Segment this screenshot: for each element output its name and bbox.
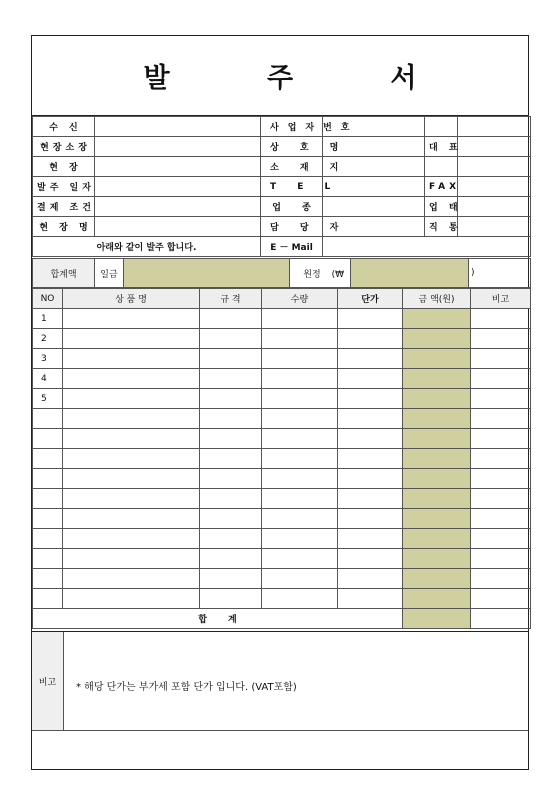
item-row [33, 509, 531, 529]
total-close-paren: ) [469, 259, 531, 288]
supplier-value-field[interactable] [323, 197, 425, 217]
info-row [33, 177, 531, 197]
item-cell[interactable] [262, 329, 338, 349]
purchase-order-form [31, 35, 529, 770]
item-cell[interactable] [63, 349, 200, 369]
item-cell[interactable] [471, 529, 531, 549]
item-cell[interactable] [200, 589, 262, 609]
item-cell[interactable] [403, 429, 471, 449]
item-cell[interactable] [338, 589, 403, 609]
item-cell[interactable] [262, 529, 338, 549]
item-cell[interactable] [338, 409, 403, 429]
item-row [33, 469, 531, 489]
item-number: 2 [33, 329, 63, 349]
item-row [33, 409, 531, 429]
item-cell[interactable] [471, 349, 531, 369]
item-row [33, 529, 531, 549]
supplier-sub-label [425, 197, 462, 217]
item-cell[interactable] [403, 469, 471, 489]
item-cell[interactable] [338, 509, 403, 529]
item-cell[interactable] [338, 469, 403, 489]
item-number [33, 429, 63, 449]
item-cell[interactable] [200, 469, 262, 489]
item-cell[interactable] [63, 329, 200, 349]
item-cell[interactable] [262, 569, 338, 589]
item-row [33, 549, 531, 569]
item-cell[interactable] [403, 309, 471, 329]
item-number [33, 409, 63, 429]
info-label [33, 217, 95, 237]
item-cell[interactable] [63, 409, 200, 429]
supplier-sub-label-text [439, 162, 443, 172]
supplier-sub-label [425, 177, 461, 197]
item-cell[interactable] [200, 449, 262, 469]
supplier-sub-label [425, 137, 462, 157]
notice-row [33, 237, 531, 257]
item-number [33, 589, 63, 609]
total-words-label: 일금 [95, 259, 124, 288]
item-cell[interactable] [262, 369, 338, 389]
info-value-field[interactable] [95, 117, 261, 137]
info-value-field[interactable] [95, 217, 261, 237]
supplier-sub-value-field[interactable] [458, 157, 531, 177]
item-cell[interactable] [403, 529, 471, 549]
column-header: 수량 [262, 289, 338, 309]
item-cell[interactable] [338, 449, 403, 469]
sum-row [33, 609, 531, 629]
item-cell[interactable] [471, 509, 531, 529]
supplier-label-text: 업 종 [272, 203, 320, 213]
item-cell[interactable] [63, 489, 200, 509]
email-field[interactable] [323, 237, 531, 257]
info-label-text: 결제 조건 [37, 203, 95, 213]
item-number [33, 469, 63, 489]
item-cell[interactable] [262, 449, 338, 469]
item-cell[interactable] [471, 489, 531, 509]
item-cell[interactable] [63, 389, 200, 409]
item-row [33, 429, 531, 449]
item-cell[interactable] [338, 349, 403, 369]
info-label-text: 수 신 [49, 123, 82, 133]
supplier-sub-label-text: 대 표 [429, 143, 462, 153]
info-label [33, 197, 95, 217]
item-number: 3 [33, 349, 63, 369]
item-row [33, 569, 531, 589]
item-cell[interactable] [63, 589, 200, 609]
item-number: 4 [33, 369, 63, 389]
supplier-label [261, 157, 348, 177]
item-cell[interactable] [262, 309, 338, 329]
item-number: 1 [33, 309, 63, 329]
supplier-sub-label [425, 217, 462, 237]
supplier-label-text: 사업자번호 [270, 123, 359, 133]
won-paren: (₩ [331, 269, 344, 280]
supplier-label-text: 소 재 지 [270, 163, 348, 173]
item-cell[interactable] [262, 349, 338, 369]
column-header: 단가 [338, 289, 403, 309]
supplier-sub-value-field[interactable] [458, 177, 531, 197]
column-header: 상 품 명 [63, 289, 200, 309]
supplier-sub-label-text [439, 122, 443, 132]
supplier-label [261, 217, 348, 237]
item-cell[interactable] [63, 309, 200, 329]
item-cell[interactable] [262, 549, 338, 569]
memo-text[interactable]: * 해당 단가는 부가세 포함 단가 입니다. (VAT포함) [76, 682, 297, 693]
item-number [33, 569, 63, 589]
item-cell[interactable] [403, 509, 471, 529]
item-cell[interactable] [63, 509, 200, 529]
item-cell[interactable] [403, 549, 471, 569]
item-cell[interactable] [403, 349, 471, 369]
info-row [33, 217, 531, 237]
item-row [33, 489, 531, 509]
info-row [33, 137, 531, 157]
item-cell[interactable] [200, 529, 262, 549]
item-cell[interactable] [63, 469, 200, 489]
item-number [33, 449, 63, 469]
item-cell[interactable] [200, 309, 262, 329]
item-cell[interactable] [338, 329, 403, 349]
item-row [33, 449, 531, 469]
order-notice: 아래와 같이 발주 합니다. [33, 237, 261, 257]
item-row [33, 309, 531, 329]
item-row [33, 589, 531, 609]
supplier-label [261, 117, 359, 137]
item-cell[interactable] [63, 369, 200, 389]
item-cell[interactable] [403, 489, 471, 509]
item-cell[interactable] [403, 329, 471, 349]
item-cell[interactable] [262, 429, 338, 449]
item-number [33, 549, 63, 569]
item-cell[interactable] [200, 349, 262, 369]
info-row [33, 117, 531, 137]
item-cell[interactable] [200, 429, 262, 449]
item-cell[interactable] [63, 549, 200, 569]
supplier-sub-label-text: FAX [429, 181, 461, 192]
item-cell[interactable] [200, 549, 262, 569]
item-cell[interactable] [471, 389, 531, 409]
item-cell[interactable] [338, 529, 403, 549]
item-cell[interactable] [262, 469, 338, 489]
info-label [33, 157, 95, 177]
item-cell[interactable] [471, 469, 531, 489]
supplier-sub-label [425, 117, 458, 137]
info-label-text: 현 장 명 [39, 223, 92, 233]
info-row [33, 197, 531, 217]
info-label-text: 현 장 [49, 163, 82, 173]
item-cell[interactable] [338, 569, 403, 589]
supplier-label-text: 담 당 자 [270, 223, 348, 233]
info-label [33, 137, 95, 157]
item-cell[interactable] [262, 589, 338, 609]
total-amount-field[interactable] [351, 259, 469, 288]
item-cell[interactable] [403, 449, 471, 469]
item-cell[interactable] [200, 369, 262, 389]
supplier-sub-label-text: 직 통 [429, 223, 462, 233]
item-cell[interactable] [200, 569, 262, 589]
item-number [33, 509, 63, 529]
item-cell[interactable] [471, 429, 531, 449]
item-cell[interactable] [471, 449, 531, 469]
info-label [33, 117, 95, 137]
item-cell[interactable] [200, 389, 262, 409]
item-number [33, 489, 63, 509]
memo-label: 비고 [32, 632, 64, 730]
item-number [33, 529, 63, 549]
column-header: 비고 [471, 289, 531, 309]
item-cell[interactable] [403, 569, 471, 589]
supplier-label [261, 177, 340, 197]
item-cell[interactable] [338, 309, 403, 329]
item-cell[interactable] [471, 549, 531, 569]
item-cell[interactable] [403, 589, 471, 609]
sum-label: 합 계 [198, 615, 246, 625]
item-cell[interactable] [403, 389, 471, 409]
supplier-sub-label-text: 업 태 [429, 203, 462, 213]
supplier-sub-label [425, 157, 458, 177]
info-label-text: 현장소장 [40, 143, 91, 153]
supplier-sub-value-field[interactable] [458, 217, 531, 237]
item-cell[interactable] [63, 529, 200, 549]
item-cell[interactable] [200, 509, 262, 529]
sum-note-cell[interactable] [471, 609, 531, 629]
column-header: NO [33, 289, 63, 309]
info-row [33, 157, 531, 177]
item-cell[interactable] [403, 409, 471, 429]
item-cell[interactable] [262, 409, 338, 429]
supplier-sub-value-field[interactable] [458, 197, 531, 217]
supplier-label-text: T E L [270, 181, 340, 192]
info-label-text: 발주 일자 [37, 183, 95, 193]
supplier-label [261, 197, 323, 217]
supplier-sub-value-field[interactable] [458, 117, 531, 137]
item-cell[interactable] [338, 549, 403, 569]
supplier-sub-value-field[interactable] [458, 137, 531, 157]
item-cell[interactable] [338, 489, 403, 509]
item-cell[interactable] [403, 369, 471, 389]
column-header: 규 격 [200, 289, 262, 309]
info-value-field[interactable] [95, 137, 261, 157]
supplier-label [261, 137, 348, 157]
document-title: 발 주 서 [143, 63, 461, 94]
email-label: E － Mail [261, 237, 323, 257]
won-label: 원정 [303, 269, 321, 280]
total-amount-table [32, 258, 531, 288]
item-cell[interactable] [471, 589, 531, 609]
item-cell[interactable] [200, 489, 262, 509]
item-cell[interactable] [471, 329, 531, 349]
item-cell[interactable] [262, 509, 338, 529]
item-cell[interactable] [338, 429, 403, 449]
document-title-bar [32, 36, 528, 116]
item-cell[interactable] [63, 449, 200, 469]
item-cell[interactable] [471, 369, 531, 389]
memo-section [32, 631, 528, 731]
item-row [33, 389, 531, 409]
item-cell[interactable] [338, 389, 403, 409]
item-cell[interactable] [471, 409, 531, 429]
info-value-field[interactable] [95, 177, 261, 197]
item-cell[interactable] [63, 429, 200, 449]
item-cell[interactable] [262, 489, 338, 509]
item-cell[interactable] [63, 569, 200, 589]
items-table [32, 288, 531, 629]
total-label: 합계액 [33, 259, 95, 288]
column-header: 금 액(원) [403, 289, 471, 309]
item-row [33, 349, 531, 369]
info-value-field[interactable] [95, 157, 261, 177]
item-cell[interactable] [471, 569, 531, 589]
item-cell[interactable] [200, 409, 262, 429]
item-row [33, 329, 531, 349]
item-cell[interactable] [262, 389, 338, 409]
sum-amount-cell[interactable] [403, 609, 471, 629]
item-cell[interactable] [338, 369, 403, 389]
info-value-field[interactable] [95, 197, 261, 217]
total-words-field[interactable] [124, 259, 290, 288]
supplier-label-text: 상 호 명 [270, 143, 348, 153]
item-cell[interactable] [200, 329, 262, 349]
supplier-info-table [32, 116, 531, 257]
item-row [33, 369, 531, 389]
info-label [33, 177, 95, 197]
item-number: 5 [33, 389, 63, 409]
item-cell[interactable] [471, 309, 531, 329]
